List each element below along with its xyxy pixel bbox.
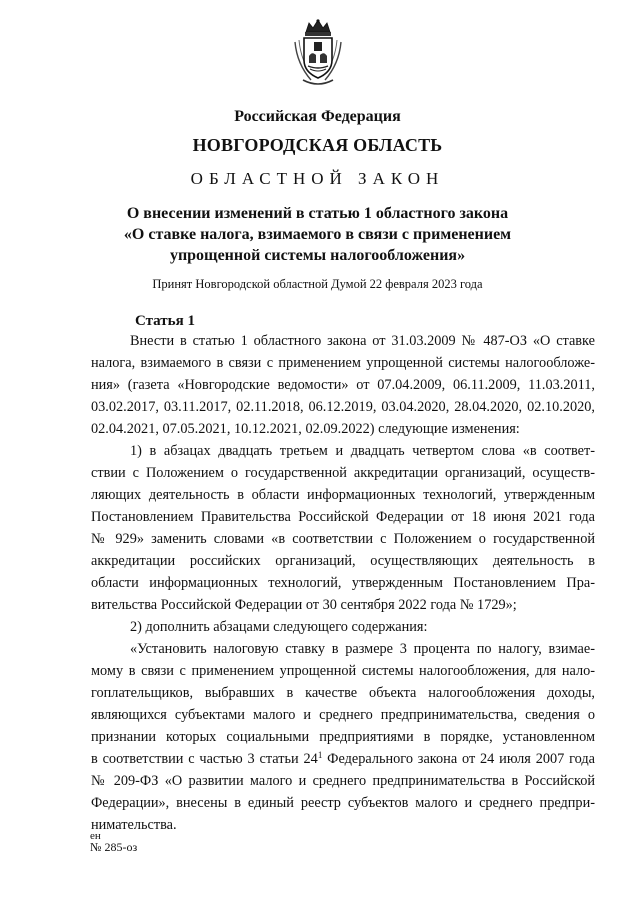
body-text-line: 1) в абзацах двадцать третьем и двадцать четвертом слова «в соответ- (130, 443, 595, 459)
body-text-line: 02.04.2021, 07.05.2021, 10.12.2021, 02.09.2022) следующие изменения: (91, 421, 520, 437)
body-text-segment: Федерального закона от 24 июля 2007 года (322, 751, 595, 767)
body-text-line: 2) дополнить абзацами следующего содержания: (130, 619, 428, 635)
body-text-line: № 209-ФЗ «О развитии малого и среднего предпринимательства в Российской (91, 773, 595, 789)
country-name: Российская Федерация (234, 108, 401, 125)
coat-of-arms-emblem (289, 18, 347, 88)
executor-initials: ен (90, 830, 101, 842)
document-type: ОБЛАСТНОЙ ЗАКОН (190, 169, 445, 188)
adoption-note: Принят Новгородской областной Думой 22 февраля 2023 года (152, 277, 483, 291)
body-text-line: Федерации», внесены в единый реестр субъектов малого и среднего предпри- (91, 795, 595, 811)
region-name: НОВГОРОДСКАЯ ОБЛАСТЬ (192, 135, 443, 155)
body-text-line: являющихся субъектами малого и среднего предпринимательства, сведения о (91, 707, 595, 723)
article-heading: Статья 1 (135, 313, 195, 329)
law-number: № 285-оз (90, 840, 138, 854)
body-text-line: ния» (газета «Новгородские ведомости» от 07.04.2009, 06.11.2009, 11.03.2011, (91, 377, 595, 393)
body-text-line: Внести в статью 1 областного закона от 31.03.2009 № 487-ОЗ «О ставке (130, 333, 595, 349)
body-text-line: вительства Российской Федерации от 30 сентября 2022 года № 1729»; (91, 597, 517, 613)
body-text-line: гоплательщиков, выбравших в качестве объекта налогообложения доходы, (91, 685, 595, 701)
law-title-line: упрощенной системы налогообложения» (169, 247, 466, 264)
body-text-line: 03.02.2017, 03.11.2017, 02.11.2018, 06.12.2019, 03.04.2020, 28.04.2020, 02.10.2020, (91, 399, 595, 415)
body-text-line: № 929» заменить словами «в соответствии с Положением о государственной (91, 531, 595, 547)
body-text-line: нимательства. (91, 817, 177, 833)
body-text-line: области информационных технологий, утвержденным Постановлением Пра- (91, 575, 595, 591)
body-text-line: налога, взимаемого в связи с применением упрощенной системы налогообложе- (91, 355, 595, 371)
body-text-line: мому в связи с применением упрощенной системы налогообложения, для нало- (91, 663, 595, 679)
superscript-marker: 1 (317, 750, 323, 760)
body-text-line (91, 749, 595, 769)
body-text-segment: в соответствии с частью 3 статьи 24 (91, 751, 318, 767)
body-text-line: признании которых социальными предприятиями в порядке, установленном (91, 729, 595, 745)
body-text-line: аккредитации российских организаций, осуществляющих деятельность в (91, 553, 595, 569)
law-title-line: «О ставке налога, взимаемого в связи с применением (123, 226, 512, 243)
body-text-line: «Установить налоговую ставку в размере 3 процента по налогу, взимае- (130, 641, 595, 657)
body-text-line: ствии с Положением о государственной аккредитации организаций, осуществ- (91, 465, 595, 481)
body-text-line: Постановлением Правительства Российской Федерации от 18 июня 2021 года (91, 509, 595, 525)
law-title-line: О внесении изменений в статью 1 областного закона (126, 205, 509, 222)
body-text-line: ляющих деятельность в области информационных технологий, утвержденным (91, 487, 595, 503)
